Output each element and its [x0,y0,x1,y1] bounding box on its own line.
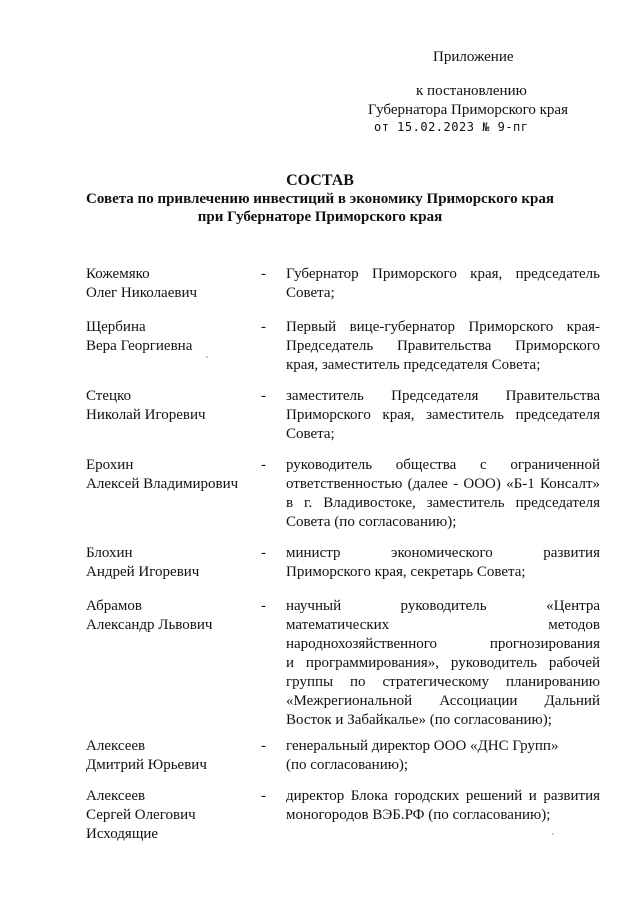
appendix-date-number: от 15.02.2023 № 9-пг [374,120,529,134]
appendix-label: Приложение [433,49,514,65]
member-dash: - [261,457,266,473]
member-role: министр экономического развития Приморского края, секретарь Совета; [286,545,600,580]
member-dash: - [261,738,266,754]
member-dash: - [261,545,266,561]
member-name: Блохин Андрей Игоревич [86,545,200,580]
member-role: научный руководитель «Центра математических методов народнохозяйственного прогнозирования и программирования», руководитель рабочей группы по стратегическому планированию «Межрегиональной Ассоциации Дальний Восток и Забайкалье» (по согласованию); [286,598,600,728]
document-subtitle: Совета по привлечению инвестиций в экономику Приморского края [86,191,554,207]
scan-speck [206,356,208,358]
member-name: Абрамов Александр Львович [86,598,213,633]
member-role: заместитель Председателя Правительства Приморского края, заместитель председателя Совета; [286,388,600,442]
member-dash: - [261,598,266,614]
document-subtitle-2: при Губернаторе Приморского края [197,209,443,225]
member-dash: - [261,388,266,404]
member-name: Ерохин Алексей Владимирович [86,457,239,492]
member-role: руководитель общества с ограниченной ответственностью (далее - ООО) «Б-1 Консалт» в г. Владивостоке, заместитель председателя Совета (по согласованию); [286,457,600,530]
member-role: Губернатор Приморского края, председатель Совета; [286,266,600,301]
member-name: Кожемяко Олег Николаевич [86,266,198,301]
member-role: Первый вице-губернатор Приморского края- Председатель Правительства Приморского края, заместитель председателя Совета; [286,319,600,373]
scan-speck [552,833,554,835]
member-role: генеральный директор ООО «ДНС Групп» (по согласованию); [286,738,559,773]
member-name: Стецко Николай Игоревич [86,388,206,423]
appendix-authority: Губернатора Приморского края [368,102,568,118]
member-role: директор Блока городских решений и развития моногородов ВЭБ.РФ (по согласованию); [286,788,600,823]
member-dash: - [261,266,266,282]
document-title: СОСТАВ [286,172,354,189]
member-name: Алексеев Дмитрий Юрьевич [86,738,207,773]
member-name: Щербина Вера Георгиевна [86,319,193,354]
member-dash: - [261,788,266,804]
member-name: Алексеев Сергей Олегович Исходящие [86,788,196,842]
member-dash: - [261,319,266,335]
appendix-ref-line: к постановлению [416,83,527,99]
